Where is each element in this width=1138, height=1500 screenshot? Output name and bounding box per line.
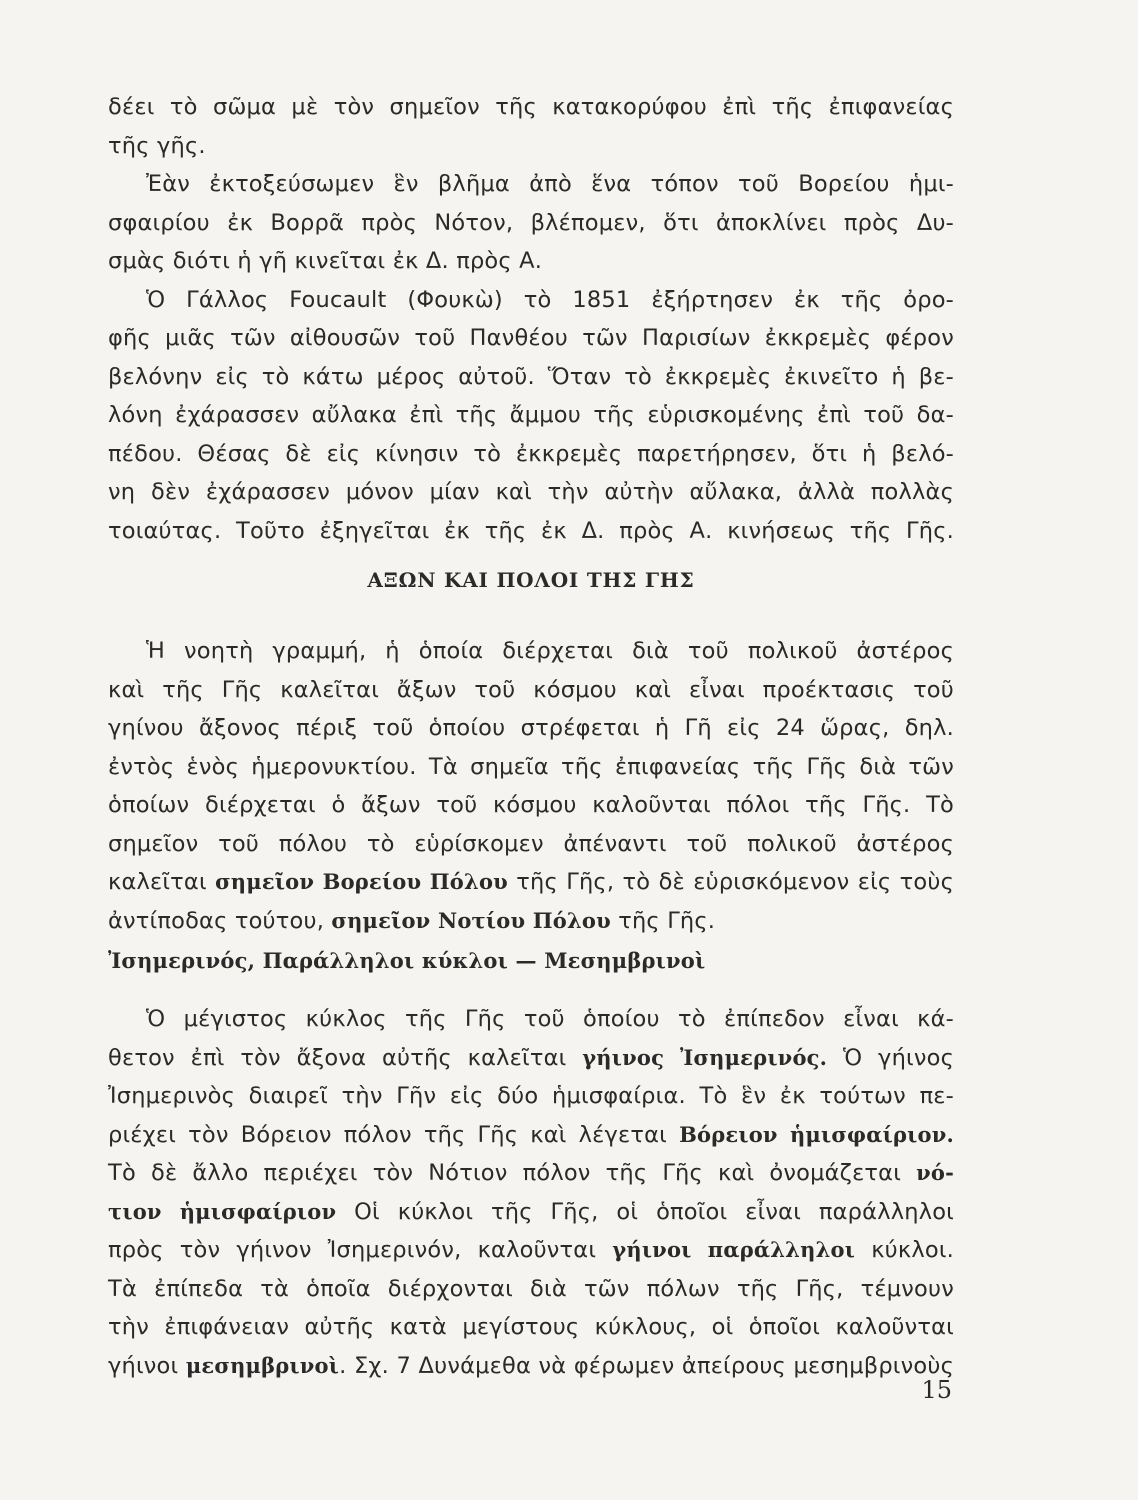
- bold-term: Βόρειον ἡμισφαίριον.: [679, 1121, 954, 1147]
- text-line: σφαιρίου ἐκ Βορρᾶ πρὸς Νότον, βλέπομεν, ὅτι ἀποκλίνει πρὸς Δυ-: [108, 209, 954, 236]
- text-line: νη δὲν ἐχάρασσεν μόνον μίαν καὶ τὴν αὐτὴν αὔλακα, ἀλλὰ πολλὰς: [108, 479, 954, 505]
- text-line: ἐντὸς ἑνὸς ἡμερονυκτίου. Τὰ σημεῖα τῆς ἐπιφανείας τῆς Γῆς διὰ τῶν: [108, 753, 954, 780]
- section-heading-equator-parallels: Ἰσημερινός, Παράλληλοι κύκλοι — Μεσημβρινοὶ: [108, 948, 706, 973]
- bold-term: γήινοι παράλληλοι: [612, 1237, 856, 1262]
- text-run: Τὸ δὲ ἄλλο περιέχει τὸν Νότιον πόλον τῆς Γῆς καὶ ὀνομάζεται: [108, 1160, 917, 1186]
- bold-term: μεσημβρινοὶ: [185, 1352, 340, 1378]
- bold-term: τιον ἡμισφαίριον: [108, 1198, 337, 1224]
- text-line: καὶ τῆς Γῆς καλεῖται ἄξων τοῦ κόσμου καὶ εἶναι προέκτασις τοῦ: [108, 676, 954, 703]
- text-run: Ὁ γήινος: [827, 1044, 954, 1071]
- text-line: λόνη ἐχάρασσεν αὔλακα ἐπὶ τῆς ἄμμου τῆς εὑρισκομένης ἐπὶ τοῦ δα-: [108, 402, 954, 428]
- text-line: Τὰ ἐπίπεδα τὰ ὁποῖα διέρχονται διὰ τῶν πόλων τῆς Γῆς, τέμνουν: [108, 1275, 954, 1302]
- text-run: ριέχει τὸν Βόρειον πόλον τῆς Γῆς καὶ λέγεται: [108, 1121, 680, 1148]
- text-run: γήινοι: [108, 1352, 186, 1379]
- bold-term: γήινος Ἰσημερινός.: [582, 1044, 828, 1070]
- text-line: Ἰσημερινὸς διαιρεῖ τὴν Γῆν εἰς δύο ἡμισφαίρια. Τὸ ἓν ἐκ τούτων πε-: [108, 1083, 954, 1109]
- text-run: . Σχ. 7 Δυνάμεθα νὰ φέρωμεν ἀπείρους μεσημβρινοὺς: [339, 1352, 954, 1379]
- text-line: τῆς γῆς.: [108, 132, 206, 159]
- text-line: [108, 1116, 954, 1155]
- text-line: γηίνου ἄξονος πέριξ τοῦ ὁποίου στρέφεται ἡ Γῆ εἰς 24 ὥρας, δηλ.: [108, 715, 954, 741]
- paragraph-block-3: [108, 1000, 954, 1385]
- text-line: δέει τὸ σῶμα μὲ τὸν σημεῖον τῆς κατακορύφου ἐπὶ τῆς ἐπιφανείας: [108, 94, 954, 120]
- text-line: Ἡ νοητὴ γραμμή, ἡ ὁποία διέρχεται διὰ τοῦ πολικοῦ ἀστέρος: [146, 638, 954, 664]
- text-run: Οἱ κύκλοι τῆς Γῆς, οἱ ὁποῖοι εἶναι παράλληλοι: [336, 1198, 954, 1225]
- text-run: τῆς Γῆς, τὸ δὲ εὑρισκόμενον εἰς τοὺς: [507, 869, 954, 895]
- text-line: [108, 902, 954, 941]
- text-run: καλεῖται: [108, 869, 216, 895]
- text-line: ὁποίων διέρχεται ὁ ἄξων τοῦ κόσμου καλοῦνται πόλοι τῆς Γῆς. Τὸ: [108, 792, 954, 818]
- text-line: φῆς μιᾶς τῶν αἰθουσῶν τοῦ Πανθέου τῶν Παρισίων ἐκκρεμὲς φέρον: [108, 325, 954, 351]
- text-run: τῆς Γῆς.: [610, 907, 716, 934]
- text-line: τοιαύτας. Τοῦτο ἐξηγεῖται ἐκ τῆς ἐκ Δ. πρὸς Α. κινήσεως τῆς Γῆς.: [108, 517, 954, 544]
- text-line: Ἐὰν ἐκτοξεύσωμεν ἓν βλῆμα ἀπὸ ἕνα τόπον τοῦ Βορείου ἡμι-: [146, 171, 954, 197]
- page-number: 15: [921, 1376, 952, 1404]
- text-line: σημεῖον τοῦ πόλου τὸ εὑρίσκομεν ἀπέναντι τοῦ πολικοῦ ἀστέρος: [108, 830, 954, 857]
- text-run: κύκλοι.: [855, 1237, 954, 1263]
- text-line: [108, 1193, 954, 1232]
- text-run: πρὸς τὸν γήινον Ἰσημερινόν, καλοῦνται: [108, 1237, 613, 1263]
- text-line: Ὁ Γάλλος Foucault (Φουκὼ) τὸ 1851 ἐξήρτησεν ἐκ τῆς ὀρο-: [146, 286, 954, 313]
- section-heading-axis-poles: ΑΞΩΝ ΚΑΙ ΠΟΛΟΙ ΤΗΣ ΓΗΣ: [367, 568, 695, 592]
- text-line: τὴν ἐπιφάνειαν αὐτῆς κατὰ μεγίστους κύκλους, οἱ ὁποῖοι καλοῦνται: [108, 1314, 954, 1340]
- text-line: [108, 1154, 954, 1193]
- text-line: [108, 1039, 954, 1078]
- paragraph-block-1: [108, 88, 954, 550]
- text-line: Ὁ μέγιστος κύκλος τῆς Γῆς τοῦ ὁποίου τὸ ἐπίπεδον εἶναι κά-: [146, 1006, 954, 1032]
- paragraph-block-2: [108, 632, 954, 940]
- text-line: [108, 1231, 954, 1270]
- text-line: σμὰς διότι ἡ γῆ κινεῖται ἐκ Δ. πρὸς Α.: [108, 248, 543, 274]
- text-line: [108, 863, 954, 902]
- bold-term: νό-: [916, 1160, 954, 1185]
- text-run: ἀντίποδας τούτου,: [108, 907, 332, 934]
- text-line: βελόνην εἰς τὸ κάτω μέρος αὐτοῦ. Ὅταν τὸ ἐκκρεμὲς ἐκινεῖτο ἡ βε-: [108, 363, 954, 390]
- bold-term: σημεῖον Βορείου Πόλου: [215, 869, 508, 894]
- text-run: θετον ἐπὶ τὸν ἄξονα αὐτῆς καλεῖται: [108, 1044, 583, 1071]
- text-line: [108, 1347, 954, 1386]
- text-line: πέδου. Θέσας δὲ εἰς κίνησιν τὸ ἐκκρεμὲς παρετήρησεν, ὅτι ἡ βελό-: [108, 440, 954, 467]
- bold-term: σημεῖον Νοτίου Πόλου: [331, 907, 611, 933]
